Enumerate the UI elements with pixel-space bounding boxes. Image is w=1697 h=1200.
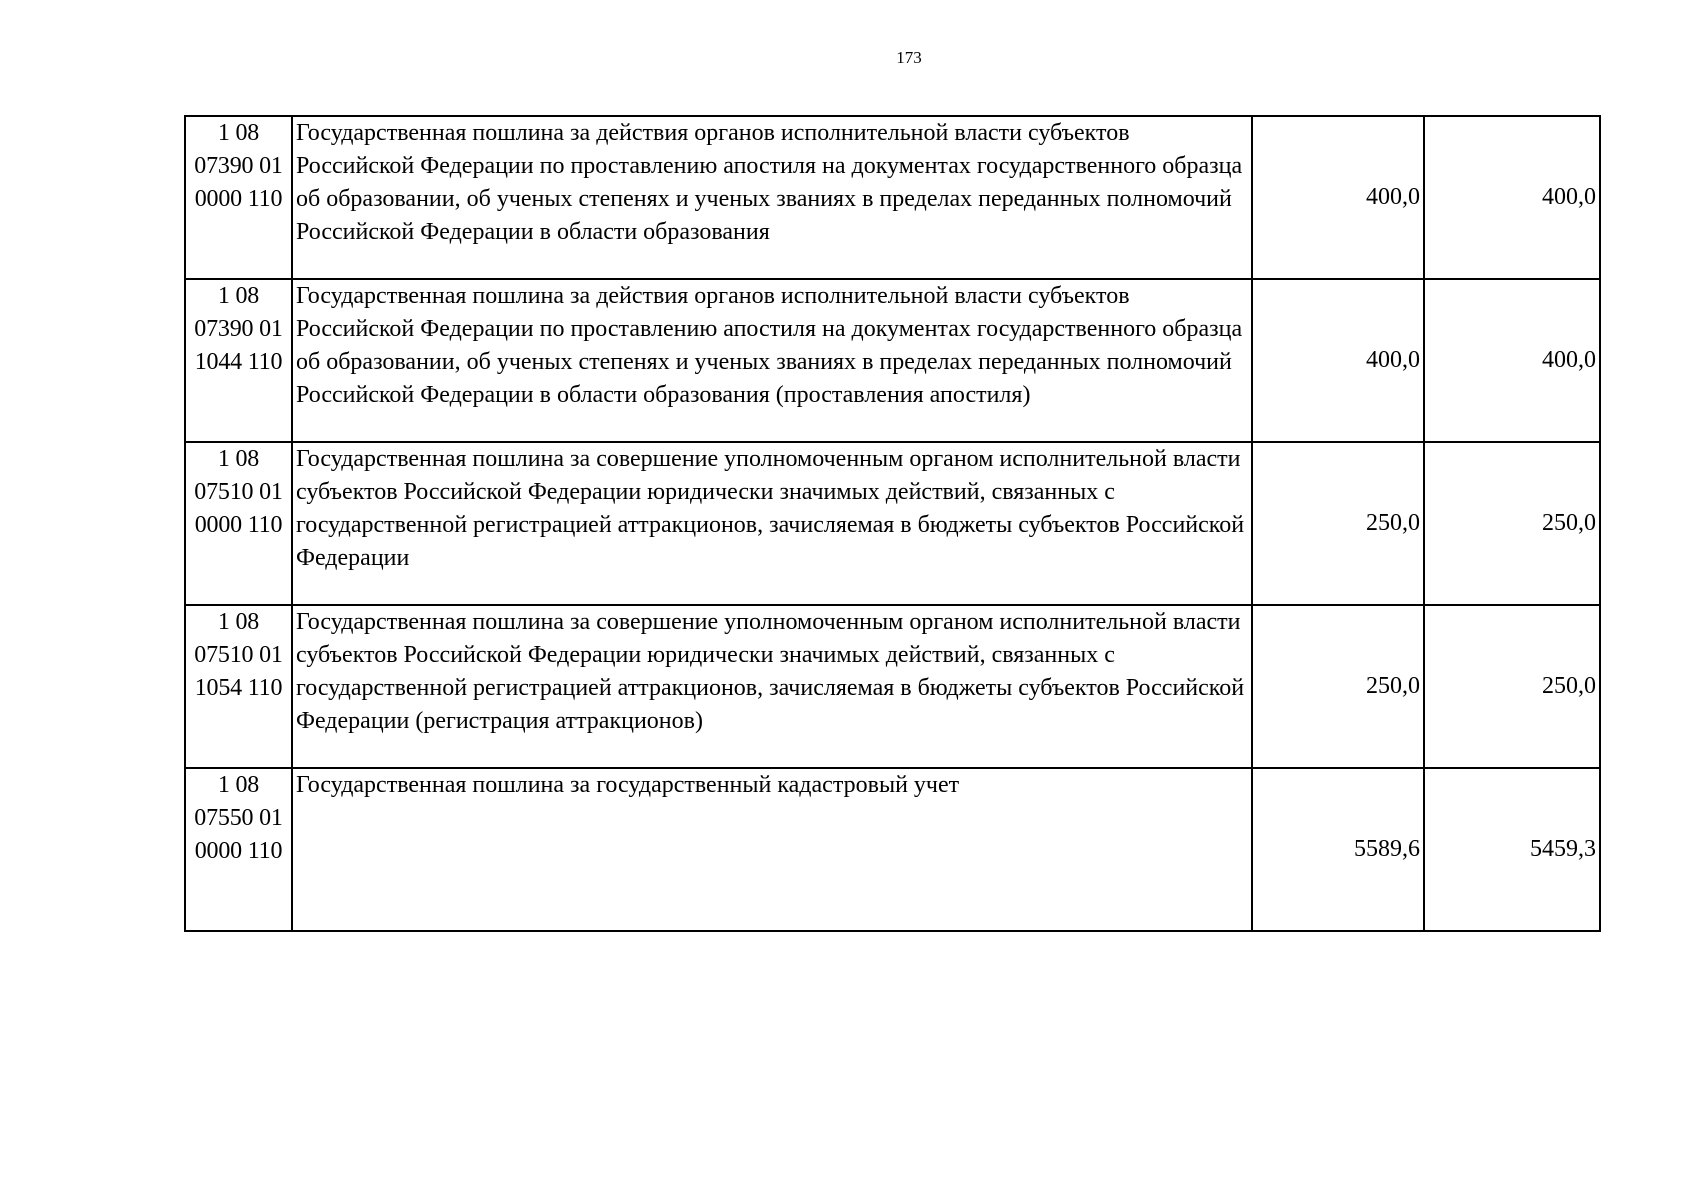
amount-cell-2: 400,0 — [1424, 279, 1600, 442]
budget-code-line: 07510 01 — [194, 479, 283, 505]
amount-cell-1: 400,0 — [1252, 116, 1424, 279]
amount-cell-2: 5459,3 — [1424, 768, 1600, 931]
budget-code-cell — [185, 442, 292, 605]
budget-code-cell — [185, 768, 292, 931]
budget-code-line: 1 08 — [217, 283, 260, 309]
budget-code-line: 1044 110 — [194, 349, 283, 375]
budget-code-cell — [185, 279, 292, 442]
table-row — [185, 279, 1600, 442]
revenue-name-cell: Государственная пошлина за совершение уполномоченным органом исполнительной власти субъектов Российской Федерации юридически значимых действий, связанных с государственной регистрацией аттракционов, зачисляемая в бюджеты субъектов Российской Федерации (регистрация аттракционов) — [292, 605, 1252, 768]
budget-code-line: 07390 01 — [194, 316, 283, 342]
amount-cell-2: 250,0 — [1424, 605, 1600, 768]
amount-cell-1: 400,0 — [1252, 279, 1424, 442]
amount-cell-1: 250,0 — [1252, 605, 1424, 768]
amount-cell-1: 250,0 — [1252, 442, 1424, 605]
budget-code-line: 0000 110 — [194, 186, 283, 212]
amount-cell-1: 5589,6 — [1252, 768, 1424, 931]
budget-code-line: 1 08 — [217, 120, 260, 146]
revenue-name-cell: Государственная пошлина за совершение уполномоченным органом исполнительной власти субъектов Российской Федерации юридически значимых действий, связанных с государственной регистрацией аттракционов, зачисляемая в бюджеты субъектов Российской Федерации — [292, 442, 1252, 605]
budget-code-line: 07390 01 — [194, 153, 283, 179]
revenue-name-cell: Государственная пошлина за государственный кадастровый учет — [292, 768, 1252, 931]
budget-code-line: 1 08 — [217, 772, 260, 798]
table-row — [185, 442, 1600, 605]
budget-code-line: 0000 110 — [194, 838, 283, 864]
page-number: 173 — [896, 48, 922, 67]
budget-code-line: 1054 110 — [194, 675, 283, 701]
budget-code-line: 1 08 — [217, 609, 260, 635]
revenue-table — [184, 115, 1601, 932]
amount-cell-2: 250,0 — [1424, 442, 1600, 605]
revenue-name-cell: Государственная пошлина за действия органов исполнительной власти субъектов Российской Федерации по проставлению апостиля на документах государственного образца об образовании, об ученых степенях и ученых званиях в пределах переданных полномочий Российской Федерации в области образования — [292, 116, 1252, 279]
budget-code-line: 07550 01 — [194, 805, 283, 831]
budget-code-line: 0000 110 — [194, 512, 283, 538]
revenue-name-cell: Государственная пошлина за действия органов исполнительной власти субъектов Российской Федерации по проставлению апостиля на документах государственного образца об образовании, об ученых степенях и ученых званиях в пределах переданных полномочий Российской Федерации в области образования (проставления апостиля) — [292, 279, 1252, 442]
table-row — [185, 116, 1600, 279]
budget-code-line: 07510 01 — [194, 642, 283, 668]
budget-code-cell — [185, 116, 292, 279]
table-row — [185, 605, 1600, 768]
amount-cell-2: 400,0 — [1424, 116, 1600, 279]
budget-code-line: 1 08 — [217, 446, 260, 472]
budget-code-cell — [185, 605, 292, 768]
table-row — [185, 768, 1600, 931]
